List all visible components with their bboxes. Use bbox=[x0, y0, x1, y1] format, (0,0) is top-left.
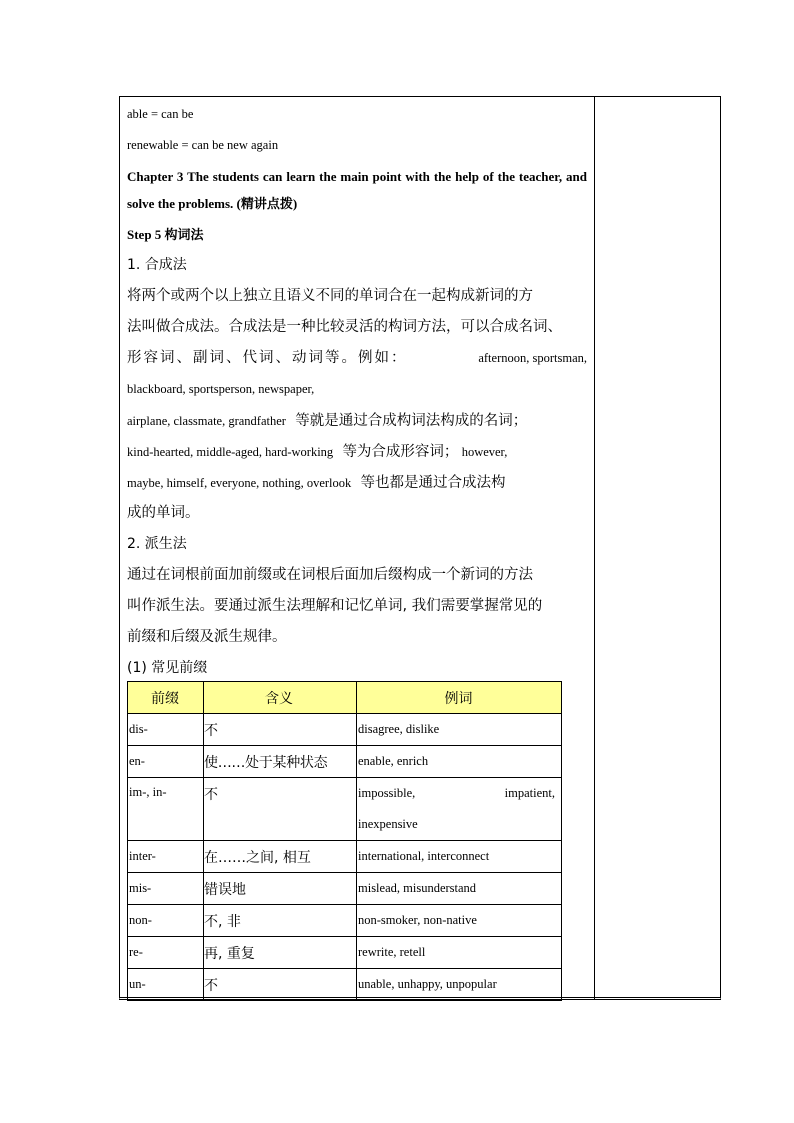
cell-meaning: 在……之间, 相互 bbox=[204, 841, 357, 873]
para1-line3-en: afternoon, sportsman, bbox=[478, 351, 587, 365]
cell-examples: unable, unhappy, unpopular bbox=[357, 969, 562, 1001]
para1-line7-en: maybe, himself, everyone, nothing, overlook bbox=[127, 476, 352, 490]
table-row bbox=[128, 746, 562, 778]
header-prefix: 前缀 bbox=[128, 682, 204, 714]
para1-line1: 将两个或两个以上独立且语义不同的单词合在一起构成新词的方 bbox=[127, 288, 533, 304]
table-row bbox=[128, 778, 562, 841]
cell-meaning: 不 bbox=[204, 969, 357, 1001]
prefix-table-header bbox=[128, 682, 562, 714]
cell-examples: non-smoker, non-native bbox=[357, 905, 562, 937]
cell-prefix: im-, in- bbox=[128, 778, 204, 841]
para2-line2: 叫作派生法。要通过派生法理解和记忆单词, 我们需要掌握常见的 bbox=[127, 598, 543, 614]
cell-examples: disagree, dislike bbox=[357, 714, 562, 746]
para1-line5-en: airplane, classmate, grandfather bbox=[127, 414, 286, 428]
cell-examples: enable, enrich bbox=[357, 746, 562, 778]
chapter-heading: Chapter 3 The students can learn the main point with the help of the teacher, and solve the problems. (精讲点拨) bbox=[127, 169, 587, 211]
table-row bbox=[128, 969, 562, 1001]
header-examples: 例词 bbox=[357, 682, 562, 714]
para1-line5 bbox=[127, 405, 587, 436]
para1-line6 bbox=[127, 436, 587, 467]
para1-line6-en: kind-hearted, middle-aged, hard-working bbox=[127, 445, 334, 459]
cell-prefix: inter- bbox=[128, 841, 204, 873]
text-able: able = can be bbox=[127, 107, 194, 121]
para1-line3-cn: 形容词、副词、代词、动词等。例如： bbox=[127, 350, 408, 366]
cell-meaning: 使……处于某种状态 bbox=[204, 746, 357, 778]
cell-meaning: 不 bbox=[204, 714, 357, 746]
examples-line1 bbox=[358, 778, 555, 809]
heading-derivation: 2. 派生法 bbox=[127, 536, 187, 552]
text-renewable: renewable = can be new again bbox=[127, 138, 279, 152]
cell-meaning: 不 bbox=[204, 778, 357, 841]
cell-prefix: dis- bbox=[128, 714, 204, 746]
para1-line6-en2: however, bbox=[461, 445, 508, 459]
para1-line2: 法叫做合成法。合成法是一种比较灵活的构词方法，可以合成名词、 bbox=[127, 319, 562, 335]
para1-line5-cn: 等就是通过合成构词法构成的名词； bbox=[295, 413, 528, 429]
table-row bbox=[128, 873, 562, 905]
cell-examples: mislead, misunderstand bbox=[357, 873, 562, 905]
table-row bbox=[128, 714, 562, 746]
para1-line6-cn: 等为合成形容词； bbox=[342, 444, 459, 460]
cell-prefix: mis- bbox=[128, 873, 204, 905]
cell-examples bbox=[357, 778, 562, 841]
prefix-table bbox=[127, 681, 562, 1001]
example-inexpensive: inexpensive bbox=[358, 817, 418, 831]
lesson-content bbox=[127, 99, 587, 684]
cell-prefix: re- bbox=[128, 937, 204, 969]
header-meaning: 含义 bbox=[204, 682, 357, 714]
cell-meaning: 不, 非 bbox=[204, 905, 357, 937]
para2-line3: 前缀和后缀及派生规律。 bbox=[127, 629, 287, 645]
para1-line4: blackboard, sportsperson, newspaper, bbox=[127, 382, 315, 396]
cell-examples: international, interconnect bbox=[357, 841, 562, 873]
example-impossible: impossible, bbox=[358, 786, 416, 800]
table-row bbox=[128, 937, 562, 969]
example-impatient: impatient, bbox=[504, 786, 555, 800]
cell-examples: rewrite, retell bbox=[357, 937, 562, 969]
para1-line7 bbox=[127, 467, 587, 498]
cell-prefix: un- bbox=[128, 969, 204, 1001]
cell-meaning: 错误地 bbox=[204, 873, 357, 905]
table-row bbox=[128, 841, 562, 873]
table-row bbox=[128, 905, 562, 937]
cell-meaning: 再, 重复 bbox=[204, 937, 357, 969]
para1-line7-cn: 等也都是通过合成法构 bbox=[360, 475, 506, 491]
heading-compounding: 1. 合成法 bbox=[127, 257, 187, 273]
cell-prefix: non- bbox=[128, 905, 204, 937]
column-divider bbox=[594, 96, 595, 1000]
heading-common-prefixes: (1) 常见前缀 bbox=[127, 660, 208, 676]
cell-prefix: en- bbox=[128, 746, 204, 778]
para1-line3 bbox=[127, 343, 587, 374]
para2-line1: 通过在词根前面加前缀或在词根后面加后缀构成一个新词的方法 bbox=[127, 567, 533, 583]
step-heading: Step 5 构词法 bbox=[127, 227, 204, 242]
para1-line8: 成的单词。 bbox=[127, 505, 200, 521]
